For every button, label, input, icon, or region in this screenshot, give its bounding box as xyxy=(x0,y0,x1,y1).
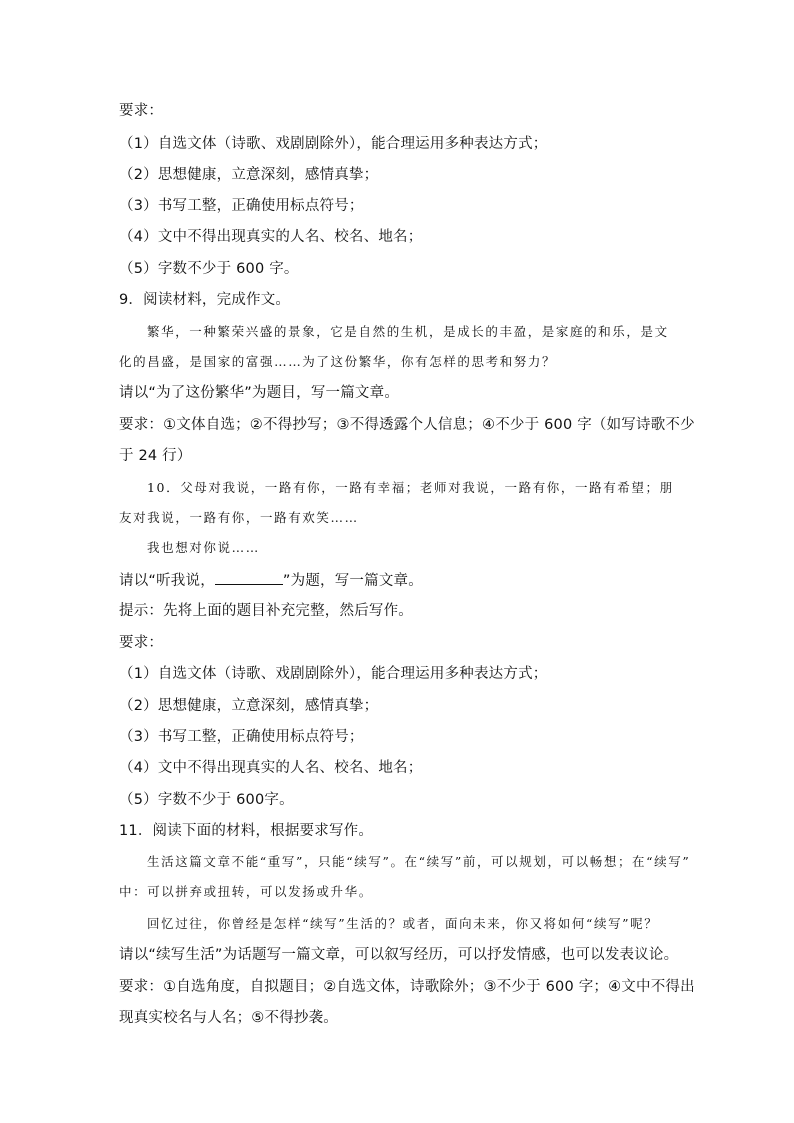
question-11-material: 回忆过往，你曾经是怎样“续写”生活的？或者，面向未来，你又将如何“续写”呢？ xyxy=(147,916,659,931)
question-10-material: 10．父母对我说，一路有你，一路有幸福；老师对我说，一路有你，一路有希望；朋 xyxy=(147,480,674,495)
question-10-tip: 提示：先将上面的题目补充完整，然后写作。 xyxy=(119,603,413,619)
question-10-material: 友对我说，一路有你，一路有欢笑…… xyxy=(119,510,359,525)
question-9-title: 9．阅读材料，完成作文。 xyxy=(119,292,291,308)
question-9-material: 化的昌盛，是国家的富强……为了这份繁华，你有怎样的思考和努力？ xyxy=(119,354,557,369)
title-blank xyxy=(215,570,283,585)
question-10-prompt-start: 请以“听我说， xyxy=(119,573,215,589)
requirement-item: （1）自选文体（诗歌、戏剧剧除外），能合理运用多种表达方式； xyxy=(119,666,548,682)
question-10-prompt xyxy=(119,570,689,591)
requirement-item: （5）字数不少于 600 字。 xyxy=(119,261,299,277)
requirements-heading: 要求： xyxy=(119,103,164,119)
requirement-item: （3）书写工整，正确使用标点符号； xyxy=(119,198,364,214)
requirement-item: （2）思想健康，立意深刻，感情真挚； xyxy=(119,698,379,714)
requirement-item: （1）自选文体（诗歌、戏剧剧除外），能合理运用多种表达方式； xyxy=(119,136,548,152)
question-11-material: 中：可以拼弃或扭转，可以发扬或升华。 xyxy=(119,884,373,899)
requirement-item: （2）思想健康，立意深刻，感情真挚； xyxy=(119,167,379,183)
requirements-heading: 要求： xyxy=(119,635,164,651)
question-9-prompt: 请以“为了这份繁华”为题目，写一篇文章。 xyxy=(119,385,400,401)
question-11-prompt: 请以“续写生活”为话题写一篇文章，可以叙写经历，可以抒发情感，也可以发表议论。 xyxy=(119,947,679,963)
requirement-item: （5）字数不少于 600字。 xyxy=(119,792,294,808)
question-11-material: 生活这篇文章不能“重写”，只能“续写”。在“续写”前，可以规划，可以畅想；在“续写” xyxy=(147,854,691,869)
question-11-requirements: 要求：①自选角度，自拟题目；②自选文体，诗歌除外；③不少于 600 字；④文中不得出 xyxy=(119,979,695,995)
requirement-item: （4）文中不得出现真实的人名、校名、地名； xyxy=(119,760,423,776)
question-10-prompt-end: ”为题，写一篇文章。 xyxy=(282,573,423,589)
question-9-requirements: 要求：①文体自选；②不得抄写；③不得透露个人信息；④不少于 600 字（如写诗歌不少 xyxy=(119,417,695,433)
question-9-requirements: 于 24 行） xyxy=(119,448,192,464)
question-10-material: 我也想对你说…… xyxy=(147,540,260,555)
question-11-requirements: 现真实校名与人名；⑤不得抄袭。 xyxy=(119,1010,338,1026)
requirement-item: （3）书写工整，正确使用标点符号； xyxy=(119,729,364,745)
requirement-item: （4）文中不得出现真实的人名、校名、地名； xyxy=(119,229,423,245)
question-11-title: 11．阅读下面的材料，根据要求写作。 xyxy=(119,823,374,839)
question-9-material: 繁华，一种繁荣兴盛的景象，它是自然的生机，是成长的丰盈，是家庭的和乐，是文 xyxy=(147,324,669,339)
